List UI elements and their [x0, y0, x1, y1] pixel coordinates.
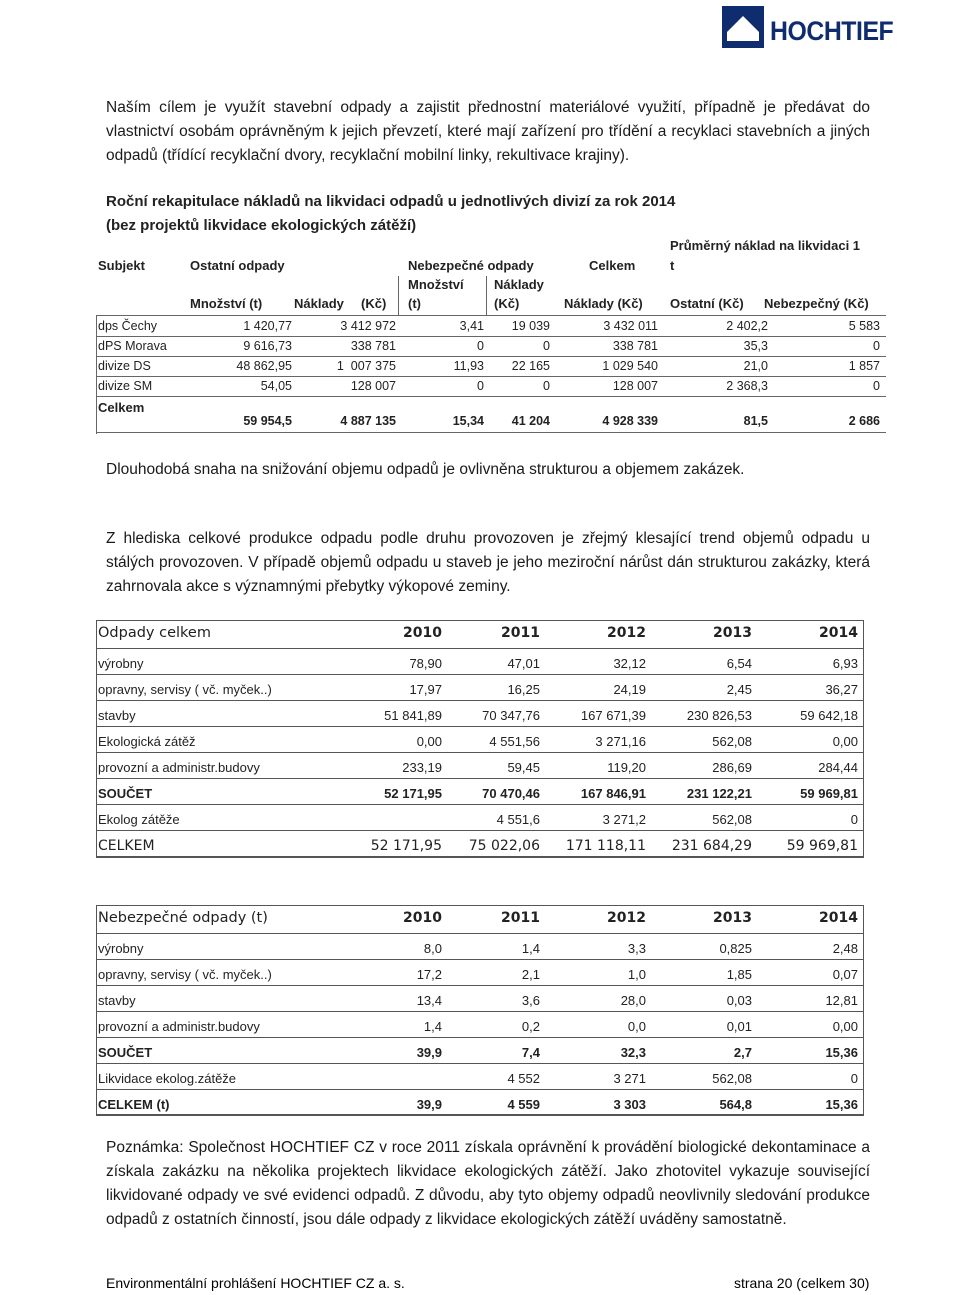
row-label: opravny, servisy ( vč. myček..)	[98, 967, 272, 982]
row-value: 39,9	[416, 1045, 442, 1060]
row-value: 24,19	[613, 682, 646, 697]
paragraph-production: Z hlediska celkové produkce odpadu podle druhu provozoven je zřejmý klesající trend objemů odpadu u stálých provozoven. V případě objemů odpadu u staveb je jeho meziroční nárůst dán strukturou zakázky, která zahrnovala akce s významnými přebytky výkopové zeminy.	[106, 530, 870, 595]
row-label: výrobny	[98, 656, 144, 671]
row-value: 32,12	[613, 656, 646, 671]
row-value: 119,20	[607, 760, 646, 775]
row-value: 1,85	[726, 967, 752, 982]
table-total-row: Celkem 59 954,5 4 887 135 15,34 41 204 4 928 339 81,5 2 686	[96, 396, 886, 433]
row-value: 36,27	[825, 682, 858, 697]
row-value: 3 271,16	[595, 734, 646, 749]
table-row: dps Čechy 1 420,77 3 412 972 3,41 19 039 3 432 011 2 402,2 5 583	[96, 316, 886, 337]
col-prumerny-naklad-t: t	[670, 258, 675, 273]
col-ostatni-odpady: Ostatní odpady	[190, 258, 285, 273]
table-row	[96, 726, 864, 753]
col-celkem: Celkem	[589, 258, 636, 273]
row-value: 4 551,56	[489, 734, 540, 749]
row-value: 284,44	[818, 760, 858, 775]
footer-page-number: strana 20 (celkem 30)	[734, 1275, 870, 1291]
table-heading-line2: (bez projektů likvidace ekologických zátěží)	[106, 217, 417, 234]
row-value: 51 841,89	[384, 708, 442, 723]
table-row	[96, 1037, 864, 1064]
table-row	[96, 933, 864, 960]
row-value: 28,0	[620, 993, 646, 1008]
col-nebezpecne-odpady: Nebezpečné odpady	[408, 258, 534, 273]
row-label: výrobny	[98, 941, 144, 956]
row-value: 562,08	[712, 734, 752, 749]
row-value: 52 171,95	[384, 786, 442, 801]
row-label: SOUČET	[98, 786, 153, 801]
table-row	[96, 778, 864, 805]
note-paragraph: Poznámka: Společnost HOCHTIEF CZ v roce 2011 získala oprávnění k provádění biologické dekontaminace a získala zakázku na několika projektech likvidace ekologických zátěží. Jako zhotovitel vykazuje související likvidované odpady ve své evidenci odpadů. Z důvodu, aby tyto objemy odpadů neovlivnily sledování produkce odpadů z ostatních činností, jsou dále odpady z likvidace ekologických zátěží uváděny samostatně.	[106, 1139, 870, 1228]
table-row	[96, 700, 864, 727]
row-label: stavby	[98, 708, 136, 723]
table-row: dPS Morava 9 616,73 338 781 0 0 338 781 35,3 0	[96, 336, 886, 357]
row-value: 231 684,29	[671, 838, 752, 854]
table-header-row: Nebezpečné odpady (t) 2010 2011 2012 2013 2014	[96, 905, 864, 934]
row-value: 17,2	[416, 967, 442, 982]
row-value: 0,00	[832, 734, 858, 749]
row-value: 167 846,91	[580, 786, 646, 801]
row-label: stavby	[98, 993, 136, 1008]
row-label: CELKEM	[98, 838, 155, 854]
row-value: 0,825	[719, 941, 752, 956]
col-naklady-2-kc: (Kč)	[494, 296, 520, 311]
footer-title: Environmentální prohlášení HOCHTIEF CZ a. s.	[106, 1275, 405, 1291]
table-row	[96, 985, 864, 1012]
row-value: 0,0	[627, 1019, 646, 1034]
table-row	[96, 804, 864, 831]
row-value: 13,4	[416, 993, 442, 1008]
row-value: 6,93	[832, 656, 858, 671]
row-label: SOUČET	[98, 1045, 153, 1060]
row-value: 3 271,2	[602, 812, 646, 827]
row-label: Ekologická zátěž	[98, 734, 196, 749]
row-value: 562,08	[712, 1071, 752, 1086]
row-value: 75 022,06	[468, 838, 540, 854]
row-value: 15,36	[825, 1097, 858, 1112]
col-mnozstvi-2-t: (t)	[408, 296, 421, 311]
division-cost-table	[96, 234, 886, 434]
row-label: provozní a administr.budovy	[98, 1019, 260, 1034]
intro-paragraph: Naším cílem je využít stavební odpady a zajistit přednostní materiálové využití, případně je předávat do vlastnictví osobám oprávněným k jejich převzetí, které mají zařízení pro třídění a recyklaci stavebních a jiných odpadů (třídící recyklační dvory, recyklační mobilní linky, rekultivace krajiny).	[106, 99, 870, 164]
row-value: 0,01	[726, 1019, 752, 1034]
row-label: Ekolog zátěže	[98, 812, 180, 827]
row-value: 2,48	[832, 941, 858, 956]
row-value: 1,4	[521, 941, 540, 956]
row-value: 3 303	[613, 1097, 646, 1112]
row-value: 15,36	[825, 1045, 858, 1060]
row-value: 2,1	[521, 967, 540, 982]
col-nebezpecny-kc: Nebezpečný (Kč)	[764, 296, 869, 311]
table-row	[96, 1089, 864, 1116]
col-subjekt: Subjekt	[98, 258, 145, 273]
row-value: 0	[850, 812, 858, 827]
row-value: 564,8	[719, 1097, 752, 1112]
hochtief-logo	[722, 6, 932, 48]
row-value: 0,03	[726, 993, 752, 1008]
row-value: 0,2	[521, 1019, 540, 1034]
table-heading-line1: Roční rekapitulace nákladů na likvidaci odpadů u jednotlivých divizí za rok 2014	[106, 193, 676, 210]
table-row: divize DS 48 862,95 1 007 375 11,93 22 165 1 029 540 21,0 1 857	[96, 356, 886, 377]
row-label: CELKEM (t)	[98, 1097, 170, 1112]
row-value: 230 826,53	[686, 708, 752, 723]
row-value: 167 671,39	[580, 708, 646, 723]
row-value: 286,69	[712, 760, 752, 775]
row-value: 0,00	[416, 734, 442, 749]
row-value: 3 271	[613, 1071, 646, 1086]
row-value: 52 171,95	[370, 838, 442, 854]
row-value: 4 551,6	[496, 812, 540, 827]
table-row	[96, 674, 864, 701]
col-mnozstvi-t: Množství (t)	[190, 296, 263, 311]
col-mnozstvi-2: Množství	[408, 277, 464, 292]
row-value: 59 969,81	[786, 838, 858, 854]
logo-mark-icon	[722, 6, 764, 48]
table-row	[96, 959, 864, 986]
row-value: 6,54	[726, 656, 752, 671]
table-row	[96, 1063, 864, 1090]
paragraph-trend: Dlouhodobá snaha na snižování objemu odpadů je ovlivněna strukturou a objemem zakázek.	[106, 461, 745, 478]
row-label: Likvidace ekolog.zátěže	[98, 1071, 237, 1086]
row-value: 12,81	[825, 993, 858, 1008]
col-naklady-celkem: Náklady (Kč)	[564, 296, 643, 311]
table-row	[96, 752, 864, 779]
row-value: 233,19	[402, 760, 442, 775]
table-row	[96, 830, 864, 857]
row-value: 78,90	[409, 656, 442, 671]
row-value: 59 642,18	[800, 708, 858, 723]
row-value: 2,7	[733, 1045, 752, 1060]
row-value: 231 122,21	[686, 786, 752, 801]
logo-wordmark: HOCHTIEF	[770, 16, 894, 46]
row-value: 70 347,76	[482, 708, 540, 723]
row-value: 2,45	[726, 682, 752, 697]
row-value: 562,08	[712, 812, 752, 827]
col-naklady-2: Náklady	[494, 277, 544, 292]
col-ostatni-kc: Ostatní (Kč)	[670, 296, 744, 311]
row-value: 0,07	[832, 967, 858, 982]
row-label: opravny, servisy ( vč. myček..)	[98, 682, 272, 697]
col-prumerny-naklad: Průměrný náklad na likvidaci 1	[670, 238, 861, 253]
odpady-celkem-table	[96, 620, 864, 860]
table-row	[96, 648, 864, 675]
row-value: 39,9	[416, 1097, 442, 1112]
row-value: 8,0	[423, 941, 442, 956]
row-value: 4 559	[507, 1097, 540, 1112]
row-value: 59,45	[507, 760, 540, 775]
row-value: 17,97	[409, 682, 442, 697]
row-value: 1,4	[423, 1019, 442, 1034]
row-value: 0	[850, 1071, 858, 1086]
row-value: 3,6	[521, 993, 540, 1008]
row-value: 7,4	[521, 1045, 540, 1060]
row-value: 4 552	[507, 1071, 540, 1086]
col-naklady-kc: (Kč)	[361, 296, 387, 311]
row-value: 32,3	[620, 1045, 646, 1060]
row-label: provozní a administr.budovy	[98, 760, 260, 775]
col-naklady: Náklady	[294, 296, 344, 311]
nebezpecne-odpady-table	[96, 905, 864, 1115]
row-value: 47,01	[507, 656, 540, 671]
table-header-row: Odpady celkem 2010 2011 2012 2013 2014	[96, 620, 864, 649]
row-value: 3,3	[627, 941, 646, 956]
row-value: 171 118,11	[565, 838, 646, 854]
row-value: 16,25	[507, 682, 540, 697]
row-value: 70 470,46	[482, 786, 540, 801]
table-row	[96, 1011, 864, 1038]
table-row: divize SM 54,05 128 007 0 0 128 007 2 368,3 0	[96, 376, 886, 397]
row-value: 0,00	[832, 1019, 858, 1034]
row-value: 1,0	[627, 967, 646, 982]
row-value: 59 969,81	[800, 786, 858, 801]
